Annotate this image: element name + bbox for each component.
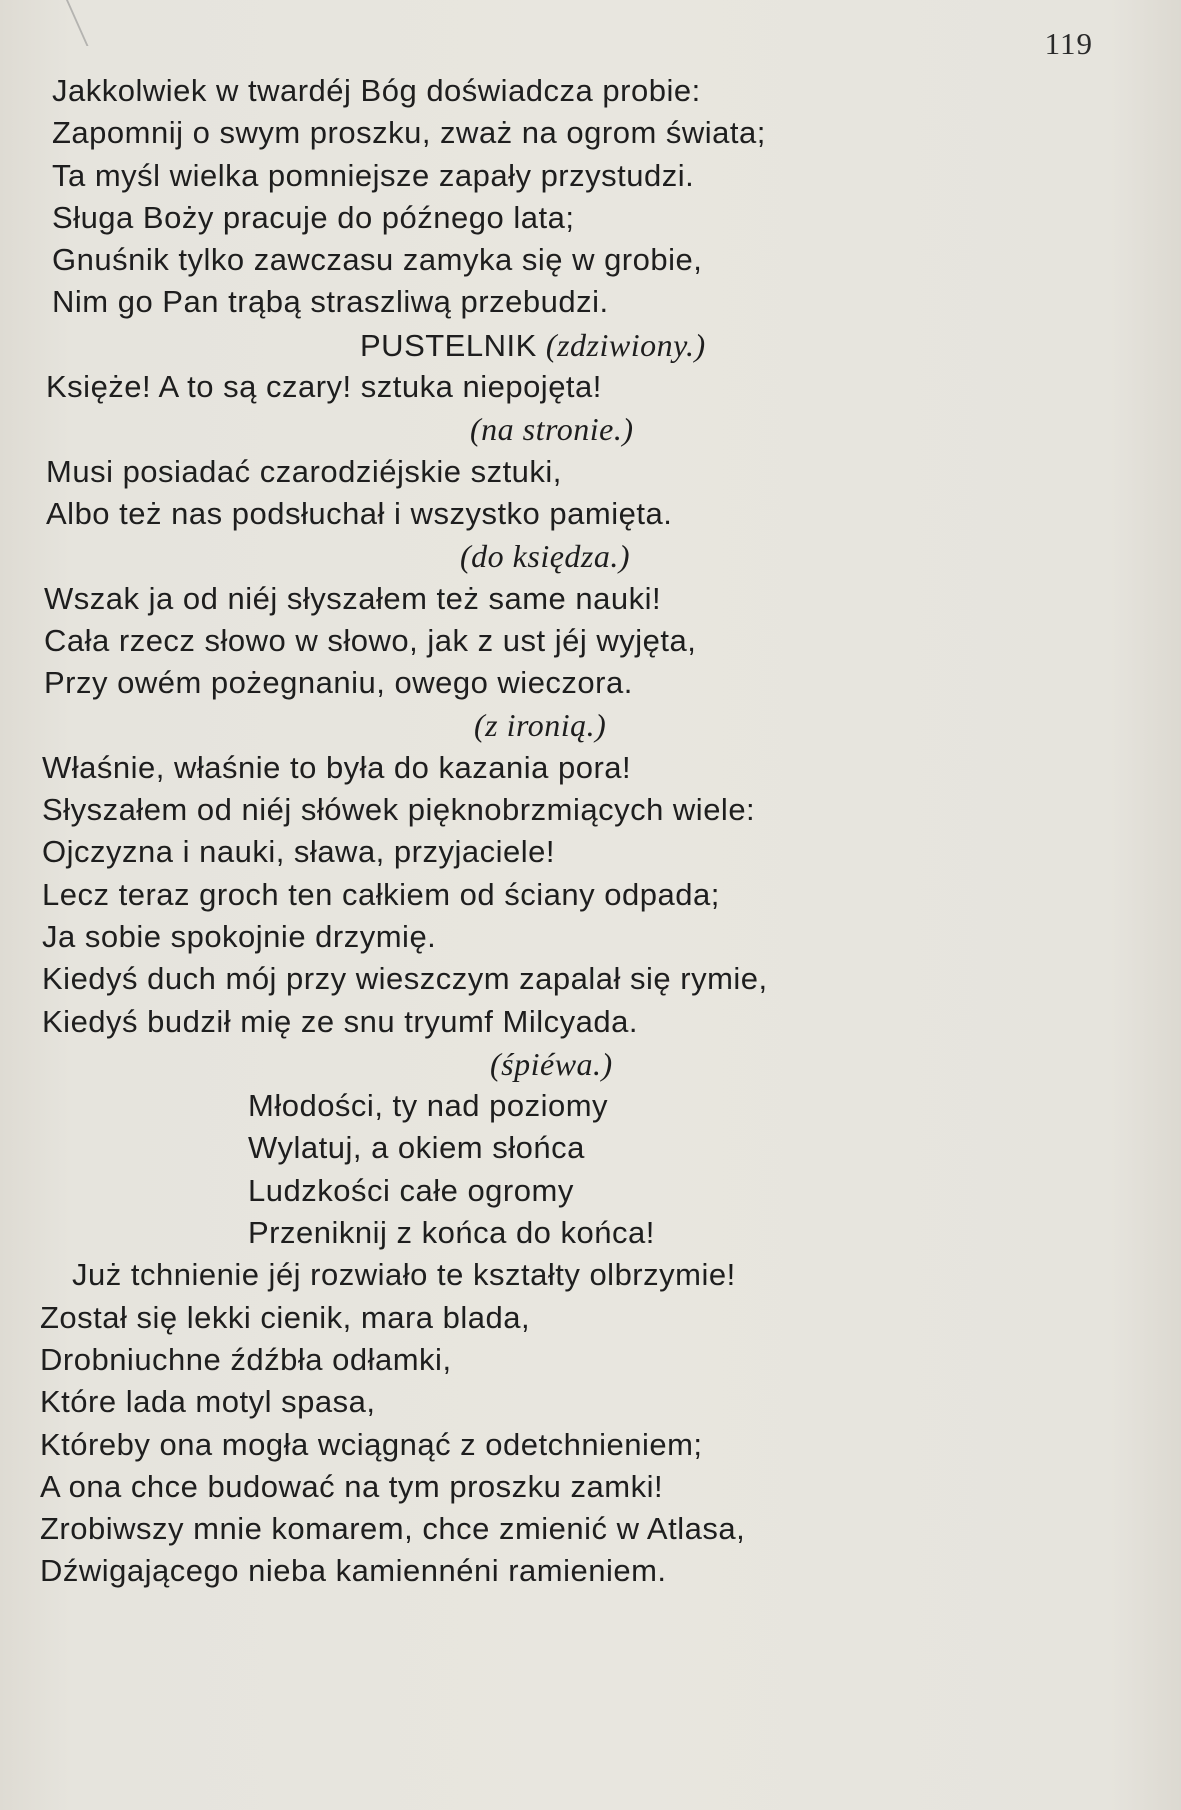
verse-line: Gnuśnik tylko zawczasu zamyka się w grobie, [52, 242, 703, 278]
verse-line: Które lada motyl spasa, [40, 1384, 376, 1420]
verse-line: Księże! A to są czary! sztuka niepojęta! [46, 369, 602, 405]
speaker-line [40, 324, 1120, 366]
speaker-name: PUSTELNIK [360, 327, 537, 363]
verse-line: Słyszałem od niéj słówek pięknobrzmiących wiele: [42, 792, 756, 828]
verse-line: Zrobiwszy mnie komarem, chce zmienić w Atlasa, [40, 1511, 746, 1547]
stage-direction: (śpiéwa.) [490, 1045, 613, 1082]
verse-line: Ojczyzna i nauki, sława, przyjaciele! [42, 834, 555, 870]
stage-direction: (do księdza.) [460, 538, 631, 575]
verse-line: Już tchnienie jéj rozwiało te kształty olbrzymie! [72, 1257, 736, 1293]
verse-line: Przy owém pożegnaniu, owego wieczora. [44, 665, 633, 701]
song-line: Wylatuj, a okiem słońca [248, 1130, 585, 1166]
page-number: 119 [1044, 26, 1093, 61]
verse-line: Musi posiadać czarodziéjskie sztuki, [46, 453, 562, 489]
verse-line: A ona chce budować na tym proszku zamki! [40, 1468, 664, 1504]
verse-line: Kiedyś budził mię ze snu tryumf Milcyada. [42, 1003, 638, 1039]
verse-line: Właśnie, właśnie to była do kazania pora! [42, 749, 632, 785]
poem-text [40, 70, 1120, 1593]
verse-line: Sługa Boży pracuje do późnego lata; [52, 199, 575, 235]
stage-direction: (zdziwiony.) [545, 326, 706, 363]
verse-line: Cała rzecz słowo w słowo, jak z ust jéj wyjęta, [44, 622, 697, 658]
verse-line: Zapomnij o swym proszku, zważ na ogrom świata; [52, 115, 766, 151]
stage-direction: (z ironią.) [474, 707, 607, 744]
song-line: Młodości, ty nad poziomy [248, 1088, 609, 1124]
verse-line: Wszak ja od niéj słyszałem też same nauki! [44, 580, 662, 616]
verse-line: Ta myśl wielka pomniejsze zapały przystudzi. [52, 157, 695, 193]
verse-line: Nim go Pan trąbą straszliwą przebudzi. [52, 284, 609, 320]
verse-line: Kiedyś duch mój przy wieszczym zapalał się rymie, [42, 961, 768, 997]
page-crease-mark [66, 0, 112, 46]
verse-line: Dźwigającego nieba kamiennéni ramieniem. [40, 1553, 667, 1589]
verse-line: Lecz teraz groch ten całkiem od ściany odpada; [42, 876, 720, 912]
verse-line: Został się lekki cienik, mara blada, [40, 1299, 531, 1335]
song-line: Przeniknij z końca do końca! [248, 1215, 655, 1251]
verse-line: Któreby ona mogła wciągnąć z odetchnieniem; [40, 1426, 703, 1462]
verse-line: Jakkolwiek w twardéj Bóg doświadcza probie: [52, 73, 701, 108]
stage-direction: (na stronie.) [470, 411, 634, 448]
song-line: Ludzkości całe ogromy [248, 1172, 574, 1208]
verse-line: Albo też nas podsłuchał i wszystko pamięta. [46, 495, 673, 531]
verse-line: Drobniuchne źdźbła odłamki, [40, 1341, 452, 1377]
verse-line: Ja sobie spokojnie drzymię. [42, 918, 437, 954]
